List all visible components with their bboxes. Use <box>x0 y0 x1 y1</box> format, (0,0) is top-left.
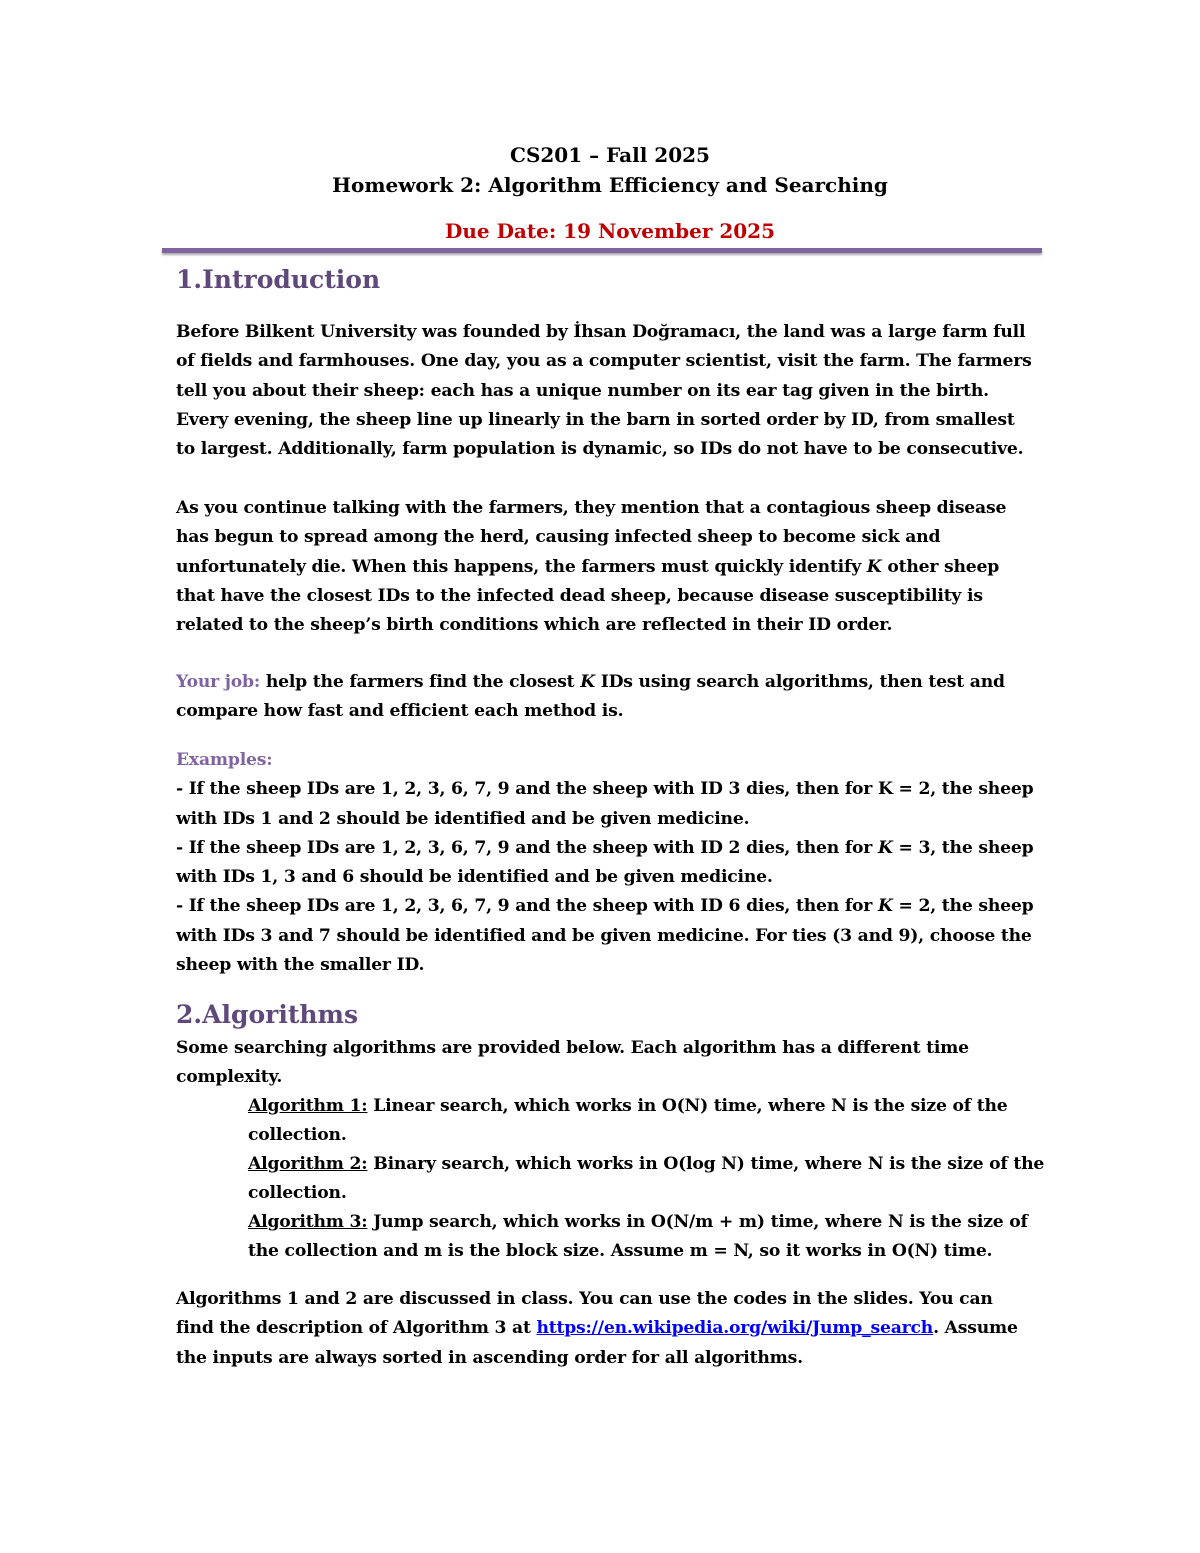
algorithm-2 <box>248 1150 1048 1209</box>
algorithm-1-label: Algorithm 1: <box>248 1096 368 1116</box>
examples-block <box>176 746 1036 980</box>
algorithm-2-label: Algorithm 2: <box>248 1154 368 1174</box>
intro-p2-text-a: As you continue talking with the farmers, they mention that a contagious sheep disease has begun to spread among the herd, causing infected sheep to become sick and unfortunately die. When this happens, the farmers must quickly identify <box>176 498 1007 577</box>
due-date: Due Date: 19 November 2025 <box>445 219 775 243</box>
example-2-text-a: - If the sheep IDs are 1, 2, 3, 6, 7, 9 and the sheep with ID 2 dies, then for <box>176 837 878 858</box>
intro-p2-k: K <box>866 556 882 577</box>
section-title-introduction: 1.Introduction <box>176 265 381 294</box>
intro-p2-text-b: other sheep that have the closest IDs to the infected dead sheep, because disease susceptibility is related to the sheep’s birth conditions which are reflected in their ID order. <box>176 556 1000 636</box>
algorithm-1 <box>248 1092 1048 1151</box>
example-1: - If the sheep IDs are 1, 2, 3, 6, 7, 9 and the sheep with ID 3 dies, then for K = 2, the sheep with IDs 1 and 2 should be identified and be given medicine. <box>176 779 1034 829</box>
algorithms-intro: Some searching algorithms are provided below. Each algorithm has a different time complexity. <box>176 1038 969 1088</box>
example-3-text-a: - If the sheep IDs are 1, 2, 3, 6, 7, 9 and the sheep with ID 6 dies, then for <box>176 896 878 917</box>
course-title: CS201 – Fall 2025 <box>510 143 710 167</box>
algorithm-2-text: Binary search, which works in O(log N) time, where N is the size of the collection. <box>248 1154 1045 1204</box>
example-2 <box>176 834 1036 893</box>
closing-text-a: Algorithms 1 and 2 are discussed in class. You can use the codes in the slides. You can find the description of Algorithm 3 at <box>176 1289 993 1339</box>
section-title-algorithms: 2.Algorithms <box>176 1000 359 1029</box>
your-job-text-b: IDs using search algorithms, then test and compare how fast and efficient each method is. <box>176 672 1005 722</box>
examples-label: Examples: <box>176 750 273 770</box>
closing-text-b: . Assume the inputs are always sorted in ascending order for all algorithms. <box>176 1318 1018 1368</box>
algorithm-3-label: Algorithm 3: <box>248 1212 368 1232</box>
your-job-label: Your job: <box>176 672 261 692</box>
header-divider <box>162 248 1042 253</box>
intro-paragraph-2 <box>176 494 1036 640</box>
example-3 <box>176 892 1036 980</box>
your-job-paragraph <box>176 668 1036 727</box>
your-job-k: K <box>580 672 595 692</box>
algorithm-3-text: Jump search, which works in O(N/m + m) time, where N is the size of the collection and m is the block size. Assume m = N, so it works in O(N) time. <box>248 1212 1028 1262</box>
your-job-text-a: help the farmers find the closest <box>260 672 581 692</box>
algorithm-3 <box>248 1208 1048 1267</box>
homework-title: Homework 2: Algorithm Efficiency and Searching <box>332 173 888 197</box>
intro-paragraph-1: Before Bilkent University was founded by İhsan Doğramacı, the land was a large farm full of fields and farmhouses. One day, you as a computer scientist, visit the farm. The farmers tell you about their sheep: each has a unique number on its ear tag given in the birth. Every evening, the sheep line up linearly in the barn in sorted order by ID, from smallest to largest. Additionally, farm population is dynamic, so IDs do not have to be consecutive. <box>176 322 1032 460</box>
example-2-k: K <box>877 837 893 858</box>
algorithms-closing <box>176 1285 1036 1373</box>
example-3-text-b: = 2, the sheep with IDs 3 and 7 should be identified and be given medicine. For ties (3 and 9), choose the sheep with the smaller ID. <box>176 896 1034 976</box>
example-3-k: K <box>877 896 893 917</box>
algorithm-1-text: Linear search, which works in O(N) time, where N is the size of the collection. <box>248 1096 1008 1146</box>
jump-search-link[interactable]: https://en.wikipedia.org/wiki/Jump_search <box>536 1318 934 1339</box>
document-header <box>176 140 1044 200</box>
example-2-text-b: = 3, the sheep with IDs 1, 3 and 6 should be identified and be given medicine. <box>176 837 1034 888</box>
